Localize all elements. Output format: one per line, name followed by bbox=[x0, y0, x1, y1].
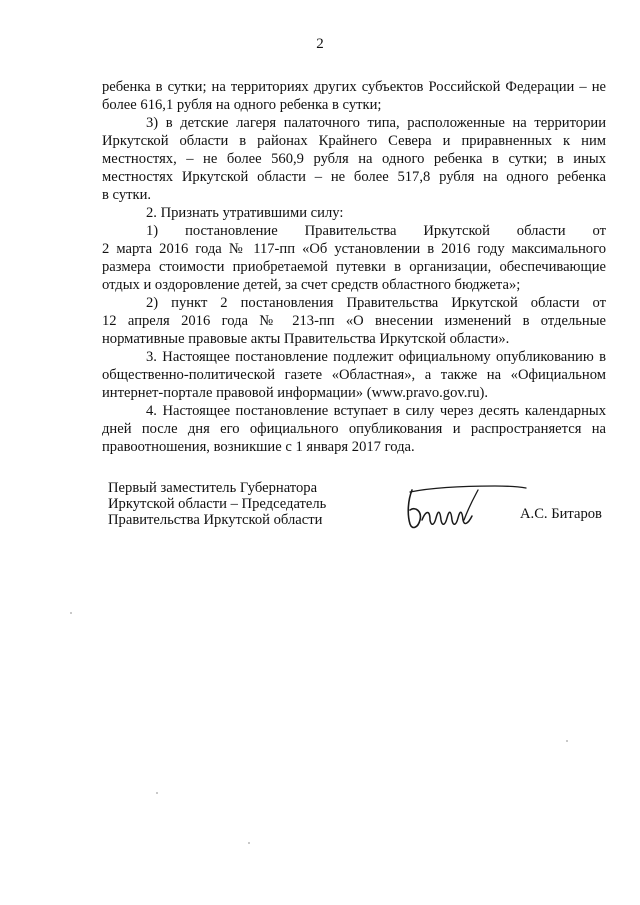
text-line: 3. Настоящее постановление подлежит официальному опубликованию в bbox=[146, 349, 606, 365]
text-line: дней после дня его официального опубликования и распространяется на bbox=[102, 421, 606, 437]
scan-speck bbox=[156, 792, 158, 794]
text-line: общественно-политической газете «Областная», а также на «Официальном bbox=[102, 367, 606, 383]
signatory-title-line: Правительства Иркутской области bbox=[108, 512, 323, 528]
text-line: правоотношения, возникшие с 1 января 2017 года. bbox=[102, 439, 415, 455]
text-line: 2) пункт 2 постановления Правительства Иркутской области от bbox=[146, 295, 606, 311]
handwritten-signature bbox=[400, 476, 530, 538]
text-line: более 616,1 рубля на одного ребенка в сутки; bbox=[102, 97, 382, 113]
signatory-name: А.С. Битаров bbox=[520, 506, 602, 522]
text-line: 1) постановление Правительства Иркутской области от bbox=[146, 223, 606, 239]
text-line: 2 марта 2016 года № 117-пп «Об установлении в 2016 году максимального bbox=[102, 241, 606, 257]
text-line: 2. Признать утратившими силу: bbox=[146, 205, 344, 221]
text-line: интернет-портале правовой информации» (www.pravo.gov.ru). bbox=[102, 385, 489, 401]
text-line: размера стоимости приобретаемой путевки в организации, обеспечивающие bbox=[102, 259, 606, 275]
text-line: 4. Настоящее постановление вступает в силу через десять календарных bbox=[146, 403, 606, 419]
scan-speck bbox=[70, 612, 72, 614]
signatory-title-line: Первый заместитель Губернатора bbox=[108, 480, 318, 496]
scan-speck bbox=[248, 842, 250, 844]
text-line: ребенка в сутки; на территориях других субъектов Российской Федерации – не bbox=[102, 79, 606, 95]
signatory-title-line: Иркутской области – Председатель bbox=[108, 496, 327, 512]
text-line: 12 апреля 2016 года № 213-пп «О внесении изменений в отдельные bbox=[102, 313, 606, 329]
text-line: местностях Иркутской области – не более 517,8 рубля на одного ребенка bbox=[102, 169, 606, 185]
text-line: 3) в детские лагеря палаточного типа, расположенные на территории bbox=[146, 115, 606, 131]
text-line: местностях, – не более 560,9 рубля на одного ребенка в сутки; в иных bbox=[102, 151, 606, 167]
signatory-title bbox=[108, 480, 326, 528]
text-line: нормативные правовые акты Правительства Иркутской области». bbox=[102, 331, 510, 347]
scan-speck bbox=[566, 740, 568, 742]
text-line: отдых и оздоровление детей, за счет средств областного бюджета»; bbox=[102, 277, 521, 293]
text-line: Иркутской области в районах Крайнего Севера и приравненных к ним bbox=[102, 133, 606, 149]
page-number: 2 bbox=[316, 36, 324, 52]
text-line: в сутки. bbox=[102, 187, 152, 203]
